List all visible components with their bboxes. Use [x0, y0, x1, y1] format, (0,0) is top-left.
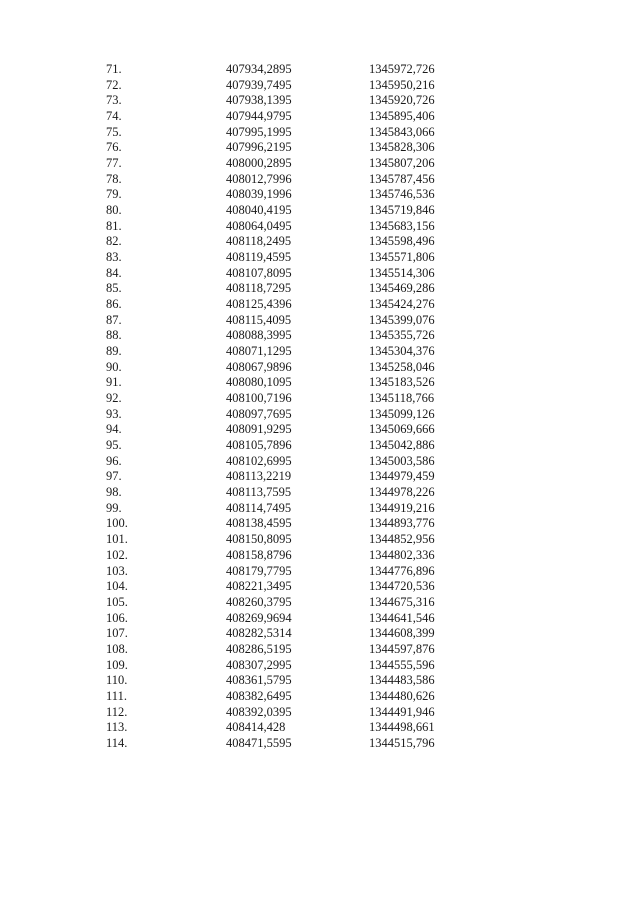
table-row — [0, 548, 640, 564]
coordinate-x: 408158,8796 — [226, 547, 292, 562]
coordinate-y: 1345183,526 — [369, 375, 435, 390]
table-row — [0, 109, 640, 125]
coordinate-x: 408286,5195 — [226, 641, 292, 656]
point-number: 100. — [106, 516, 128, 531]
table-row — [0, 658, 640, 674]
coordinate-y: 1345304,376 — [369, 344, 435, 359]
coordinate-y: 1345746,536 — [369, 187, 435, 202]
table-row — [0, 78, 640, 94]
coordinate-y: 1345598,496 — [369, 234, 435, 249]
table-row — [0, 611, 640, 627]
coordinate-x: 408080,1095 — [226, 375, 292, 390]
coordinate-y: 1344491,946 — [369, 704, 435, 719]
coordinate-y: 1344919,216 — [369, 500, 435, 515]
coordinate-x: 408039,1996 — [226, 187, 292, 202]
coordinate-y: 1344641,546 — [369, 610, 435, 625]
point-number: 104. — [106, 579, 128, 594]
coordinate-x: 408138,4595 — [226, 516, 292, 531]
coordinate-table — [0, 62, 640, 752]
coordinate-y: 1345042,886 — [369, 438, 435, 453]
coordinate-x: 408382,6495 — [226, 688, 292, 703]
point-number: 76. — [106, 140, 122, 155]
coordinate-y: 1345003,586 — [369, 453, 435, 468]
table-row — [0, 203, 640, 219]
coordinate-y: 1344515,796 — [369, 735, 435, 750]
table-row — [0, 125, 640, 141]
point-number: 73. — [106, 93, 122, 108]
coordinate-y: 1344480,626 — [369, 688, 435, 703]
point-number: 85. — [106, 281, 122, 296]
coordinate-x: 408100,7196 — [226, 391, 292, 406]
table-row — [0, 501, 640, 517]
point-number: 108. — [106, 641, 128, 656]
point-number: 98. — [106, 485, 122, 500]
table-row — [0, 187, 640, 203]
coordinate-y: 1344893,776 — [369, 516, 435, 531]
coordinate-x: 408119,4595 — [226, 250, 292, 265]
point-number: 106. — [106, 610, 128, 625]
coordinate-y: 1344555,596 — [369, 657, 435, 672]
table-row — [0, 438, 640, 454]
table-row — [0, 626, 640, 642]
table-row — [0, 281, 640, 297]
coordinate-x: 408118,7295 — [226, 281, 292, 296]
coordinate-y: 1344720,536 — [369, 579, 435, 594]
coordinate-y: 1345355,726 — [369, 328, 435, 343]
point-number: 94. — [106, 422, 122, 437]
coordinate-y: 1345828,306 — [369, 140, 435, 155]
coordinate-y: 1344608,399 — [369, 626, 435, 641]
coordinate-x: 408221,3495 — [226, 579, 292, 594]
point-number: 75. — [106, 124, 122, 139]
table-row — [0, 564, 640, 580]
table-row — [0, 266, 640, 282]
table-row — [0, 344, 640, 360]
coordinate-x: 407934,2895 — [226, 62, 292, 76]
point-number: 96. — [106, 453, 122, 468]
coordinate-x: 408307,2995 — [226, 657, 292, 672]
table-row — [0, 642, 640, 658]
coordinate-x: 408115,4095 — [226, 312, 292, 327]
coordinate-y: 1345514,306 — [369, 265, 435, 280]
coordinate-x: 408114,7495 — [226, 500, 292, 515]
point-number: 97. — [106, 469, 122, 484]
coordinate-x: 408088,3995 — [226, 328, 292, 343]
table-row — [0, 140, 640, 156]
coordinate-y: 1344776,896 — [369, 563, 435, 578]
coordinate-y: 1344978,226 — [369, 485, 435, 500]
point-number: 79. — [106, 187, 122, 202]
table-row — [0, 469, 640, 485]
table-row — [0, 313, 640, 329]
coordinate-y: 1345069,666 — [369, 422, 435, 437]
point-number: 111. — [106, 688, 127, 703]
coordinate-y: 1345807,206 — [369, 156, 435, 171]
coordinate-y: 1344498,661 — [369, 720, 435, 735]
coordinate-x: 408282,5314 — [226, 626, 292, 641]
coordinate-x: 408012,7996 — [226, 171, 292, 186]
coordinate-y: 1344802,336 — [369, 547, 435, 562]
table-row — [0, 579, 640, 595]
coordinate-x: 407944,9795 — [226, 109, 292, 124]
table-row — [0, 595, 640, 611]
table-row — [0, 219, 640, 235]
coordinate-x: 408102,6995 — [226, 453, 292, 468]
coordinate-x: 408260,3795 — [226, 594, 292, 609]
coordinate-y: 1345950,216 — [369, 77, 435, 92]
coordinate-y: 1344852,956 — [369, 532, 435, 547]
point-number: 107. — [106, 626, 128, 641]
point-number: 80. — [106, 203, 122, 218]
point-number: 91. — [106, 375, 122, 390]
table-row — [0, 422, 640, 438]
coordinate-x: 408150,8095 — [226, 532, 292, 547]
table-row — [0, 673, 640, 689]
point-number: 78. — [106, 171, 122, 186]
table-row — [0, 156, 640, 172]
point-number: 84. — [106, 265, 122, 280]
coordinate-x: 408118,2495 — [226, 234, 292, 249]
point-number: 92. — [106, 391, 122, 406]
point-number: 77. — [106, 156, 122, 171]
coordinate-x: 408361,5795 — [226, 673, 292, 688]
point-number: 82. — [106, 234, 122, 249]
table-row — [0, 297, 640, 313]
coordinate-y: 1344597,876 — [369, 641, 435, 656]
coordinate-x: 408105,7896 — [226, 438, 292, 453]
point-number: 74. — [106, 109, 122, 124]
table-row — [0, 532, 640, 548]
coordinate-y: 1345258,046 — [369, 359, 435, 374]
coordinate-x: 408269,9694 — [226, 610, 292, 625]
coordinate-y: 1345571,806 — [369, 250, 435, 265]
coordinate-y: 1344483,586 — [369, 673, 435, 688]
point-number: 95. — [106, 438, 122, 453]
table-row — [0, 720, 640, 736]
point-number: 110. — [106, 673, 128, 688]
coordinate-x: 408071,1295 — [226, 344, 292, 359]
coordinate-y: 1345895,406 — [369, 109, 435, 124]
point-number: 71. — [106, 62, 122, 76]
coordinate-y: 1345787,456 — [369, 171, 435, 186]
point-number: 72. — [106, 77, 122, 92]
point-number: 81. — [106, 218, 122, 233]
point-number: 109. — [106, 657, 128, 672]
table-row — [0, 705, 640, 721]
coordinate-x: 408392,0395 — [226, 704, 292, 719]
table-row — [0, 736, 640, 752]
table-row — [0, 454, 640, 470]
coordinate-y: 1345099,126 — [369, 406, 435, 421]
table-row — [0, 360, 640, 376]
point-number: 90. — [106, 359, 122, 374]
coordinate-x: 408040,4195 — [226, 203, 292, 218]
point-number: 105. — [106, 594, 128, 609]
coordinate-x: 408107,8095 — [226, 265, 292, 280]
table-row — [0, 485, 640, 501]
coordinate-y: 1345719,846 — [369, 203, 435, 218]
point-number: 113. — [106, 720, 128, 735]
coordinate-x: 408000,2895 — [226, 156, 292, 171]
coordinate-x: 408097,7695 — [226, 406, 292, 421]
point-number: 88. — [106, 328, 122, 343]
point-number: 112. — [106, 704, 128, 719]
coordinate-x: 408067,9896 — [226, 359, 292, 374]
point-number: 114. — [106, 735, 128, 750]
coordinate-y: 1345920,726 — [369, 93, 435, 108]
point-number: 87. — [106, 312, 122, 327]
point-number: 86. — [106, 297, 122, 312]
coordinate-x: 408113,7595 — [226, 485, 292, 500]
point-number: 93. — [106, 406, 122, 421]
point-number: 101. — [106, 532, 128, 547]
coordinate-y: 1345469,286 — [369, 281, 435, 296]
coordinate-x: 407996,2195 — [226, 140, 292, 155]
table-row — [0, 689, 640, 705]
coordinate-x: 407995,1995 — [226, 124, 292, 139]
coordinate-y: 1345683,156 — [369, 218, 435, 233]
coordinate-y: 1345399,076 — [369, 312, 435, 327]
table-row — [0, 375, 640, 391]
table-row — [0, 62, 640, 78]
coordinate-x: 408091,9295 — [226, 422, 292, 437]
coordinate-x: 408125,4396 — [226, 297, 292, 312]
table-row — [0, 328, 640, 344]
point-number: 99. — [106, 500, 122, 515]
table-row — [0, 93, 640, 109]
coordinate-y: 1345424,276 — [369, 297, 435, 312]
coordinate-x: 408064,0495 — [226, 218, 292, 233]
point-number: 89. — [106, 344, 122, 359]
table-row — [0, 407, 640, 423]
coordinate-x: 407939,7495 — [226, 77, 292, 92]
coordinate-x: 408414,428 — [226, 720, 286, 735]
table-row — [0, 234, 640, 250]
table-row — [0, 250, 640, 266]
point-number: 102. — [106, 547, 128, 562]
coordinate-y: 1345843,066 — [369, 124, 435, 139]
point-number: 83. — [106, 250, 122, 265]
coordinate-x: 408113,2219 — [226, 469, 292, 484]
table-row — [0, 172, 640, 188]
coordinate-x: 408471,5595 — [226, 735, 292, 750]
coordinate-x: 407938,1395 — [226, 93, 292, 108]
coordinate-y: 1344979,459 — [369, 469, 435, 484]
table-row — [0, 516, 640, 532]
table-row — [0, 391, 640, 407]
point-number: 103. — [106, 563, 128, 578]
coordinate-x: 408179,7795 — [226, 563, 292, 578]
coordinate-y: 1345118,766 — [369, 391, 435, 406]
coordinate-y: 1344675,316 — [369, 594, 435, 609]
coordinate-y: 1345972,726 — [369, 62, 435, 76]
